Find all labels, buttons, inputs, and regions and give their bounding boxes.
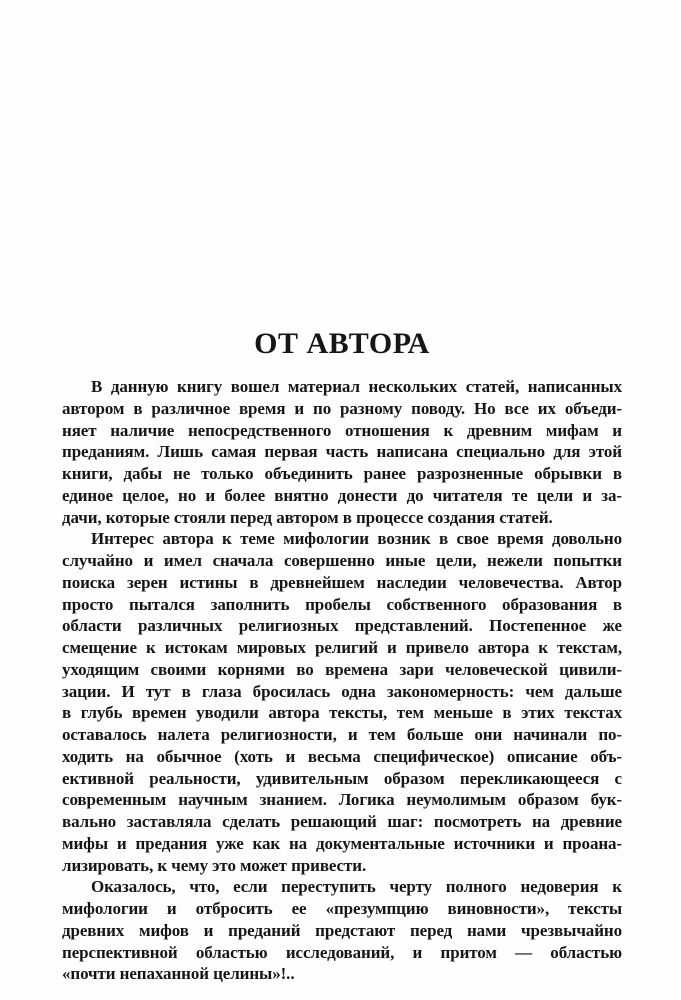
text-line: дачи, которые стояли перед автором в процессе создания статей. bbox=[62, 507, 553, 527]
text-line: области различных религиозных представлений. Постепенное же bbox=[62, 616, 622, 636]
text-line: перспективной областью исследований, и притом — областью bbox=[62, 942, 622, 962]
text-line: случайно и имел сначала совершенно иные цели, нежели попытки bbox=[62, 551, 622, 570]
text-line: единое целое, но и более внятно донести до читателя те цели и за- bbox=[62, 485, 622, 505]
text-line: мифы и предания уже как на документальные источники и проана- bbox=[62, 833, 622, 853]
text-line: современным научным знанием. Логика неумолимым образом бук- bbox=[62, 790, 622, 810]
text-line: ективной реальности, удивительным образом перекликающееся с bbox=[62, 768, 622, 788]
text-line: «почти непаханной целины»!.. bbox=[62, 964, 295, 984]
chapter-title: ОТ АВТОРА bbox=[254, 327, 430, 360]
text-line: лизировать, к чему это может привести. bbox=[62, 855, 367, 875]
text-line: в глубь времен уводили автора тексты, тем меньше в этих текстах bbox=[62, 703, 622, 723]
text-line: В данную книгу вошел материал нескольких статей, написанных bbox=[91, 377, 622, 396]
text-line: няет наличие непосредственного отношения к древним мифам и bbox=[62, 420, 622, 440]
text-line: мифологии и отбросить ее «презумпцию виновности», тексты bbox=[62, 899, 622, 918]
text-line: просто пытался заполнить пробелы собственного образования в bbox=[62, 594, 622, 614]
text-line: оставалось налета религиозности, и тем больше они начинали по- bbox=[62, 725, 622, 744]
text-line: автором в различное время и по разному поводу. Но все их объеди- bbox=[62, 398, 622, 418]
text-line: зации. И тут в глаза бросилась одна закономерность: чем дальше bbox=[62, 681, 622, 701]
text-line: Интерес автора к теме мифологии возник в свое время довольно bbox=[91, 529, 622, 549]
body-text bbox=[62, 376, 622, 985]
text-line: смещение к истокам мировых религий и привело автора к текстам, bbox=[62, 638, 622, 657]
text-line: Оказалось, что, если переступить черту полного недоверия к bbox=[91, 877, 622, 897]
text-line: уходящим своими корнями во времена зари человеческой цивили- bbox=[62, 659, 622, 679]
text-line: вально заставляла сделать решающий шаг: посмотреть на древние bbox=[62, 812, 622, 831]
text-line: поиска зерен истины в древнейшем наследии человечества. Автор bbox=[62, 572, 622, 592]
text-line: древних мифов и преданий предстают перед нами чрезвычайно bbox=[62, 920, 622, 940]
text-line: преданиям. Лишь самая первая часть написана специально для этой bbox=[62, 442, 622, 462]
text-line: книги, дабы не только объединить ранее разрозненные обрывки в bbox=[62, 464, 622, 483]
text-line: ходить на обычное (хоть и весьма специфическое) описание объ- bbox=[62, 746, 622, 766]
